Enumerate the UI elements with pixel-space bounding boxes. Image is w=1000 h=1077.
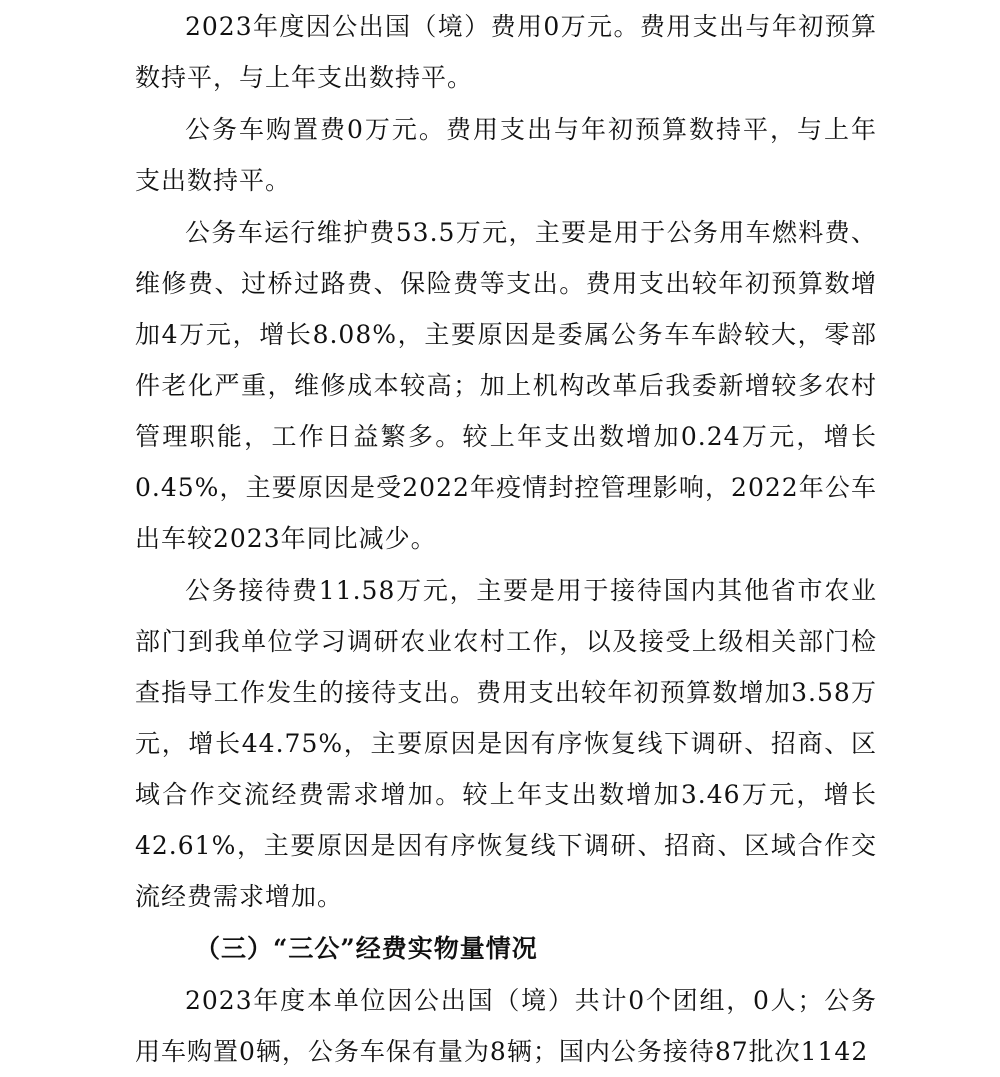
document-page — [135, 0, 877, 1077]
paragraph-official-reception: 公务接待费11.58万元，主要是用于接待国内其他省市农业部门到我单位学习调研农业农村工作，以及接受上级相关部门检查指导工作发生的接待支出。费用支出较年初预算数增加3.58万元，增长44.75%，主要原因是因有序恢复线下调研、招商、区域合作交流经费需求增加。较上年支出数增加3.46万元，增长42.61%，主要原因是因有序恢复线下调研、招商、区域合作交流经费需求增加。 — [135, 576, 877, 911]
paragraph-vehicle-purchase: 公务车购置费0万元。费用支出与年初预算数持平，与上年支出数持平。 — [135, 115, 877, 195]
paragraph-physical-quantity: 2023年度本单位因公出国（境）共计0个团组，0人；公务用车购置0辆，公务车保有量为8辆；国内公务接待87批次1142 — [135, 986, 877, 1066]
paragraph-overseas-travel: 2023年度因公出国（境）费用0万元。费用支出与年初预算数持平，与上年支出数持平。 — [135, 12, 877, 92]
section-heading: （三）“三公”经费实物量情况 — [195, 934, 538, 963]
paragraph-vehicle-maintenance: 公务车运行维护费53.5万元，主要是用于公务用车燃料费、维修费、过桥过路费、保险费等支出。费用支出较年初预算数增加4万元，增长8.08%，主要原因是委属公务车车龄较大，零部件老化严重，维修成本较高；加上机构改革后我委新增较多农村管理职能，工作日益繁多。较上年支出数增加0.24万元，增长0.45%，主要原因是受2022年疫情封控管理影响，2022年公车出车较2023年同比减少。 — [135, 218, 877, 553]
